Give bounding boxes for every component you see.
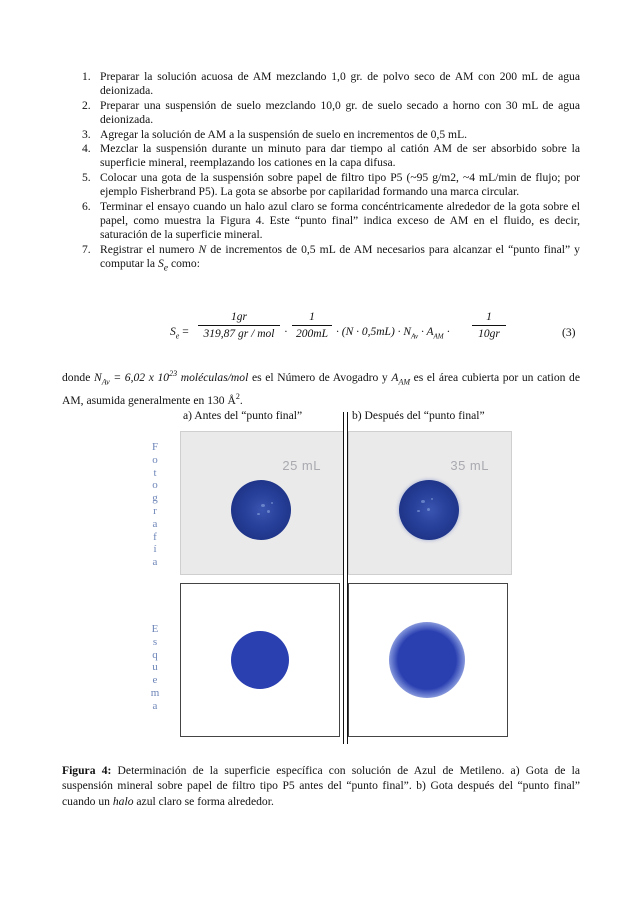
step-number: 4. — [82, 142, 91, 156]
equation-lhs: $S_e$ = — [170, 326, 189, 341]
photo-before-endpoint — [180, 431, 344, 575]
figure-caption: Figura 4: Determinación de la superficie específica con solución de Azul de Metileno. a) Gota de la suspensión mineral sobre papel de filtro tipo P5 antes del “punto final”. b) Gota después del “punto final” cuando un halo azul claro se forma alrededor. — [62, 764, 580, 808]
step-1 — [70, 70, 580, 99]
fraction-volume: 1 200mL — [292, 311, 332, 340]
step-number: 3. — [82, 127, 91, 141]
equation-middle: · $(N \cdot 0,5mL) \cdot N_{Av} \cdot A_{AM}$ · — [336, 326, 451, 341]
step-number: 2. — [82, 98, 91, 112]
step-text: Terminar el ensayo cuando un halo azul claro se forma concéntricamente alrededor de la gota sobre el papel, como muestra la Figura 4. Este “punto final” indica exceso de AM en el fluido, es decir, saturación de la superficie mineral. — [100, 199, 580, 242]
step-3 — [70, 128, 580, 142]
step-6 — [70, 200, 580, 243]
variable-s: S — [157, 257, 164, 271]
halo-term: halo — [112, 794, 134, 808]
schema-after-endpoint — [348, 583, 508, 737]
dye-drop-photo — [399, 480, 459, 540]
panel-b-caption: b) Después del “punto final” — [352, 409, 485, 422]
operator: · — [284, 326, 288, 338]
panel-a-caption: a) Antes del “punto final” — [183, 409, 303, 422]
volume-label: 25 mL — [282, 458, 321, 473]
fraction-mass-molar: 1gr 319,87 gr / mol — [198, 311, 280, 340]
volume-label: 35 mL — [450, 458, 489, 473]
step-number: 1. — [82, 70, 91, 83]
step-text: Colocar una gota de la suspensión sobre papel de filtro tipo P5 (~95 g/m2, ~4 mL/min de flujo; por ejemplo Fisherbrand P5). La gota se absorbe por capilaridad formando una marca circular. — [100, 170, 580, 199]
variable-n: N — [198, 242, 207, 256]
step-number: 5. — [82, 170, 91, 184]
step-text: Preparar la solución acuosa de AM mezclando 1,0 gr. de polvo seco de AM con 200 mL de agua deionizada. — [100, 70, 580, 98]
step-text: como: — [168, 257, 200, 271]
step-text: Agregar la solución de AM a la suspensión de suelo en incrementos de 0,5 mL. — [100, 127, 468, 141]
step-number: 6. — [82, 199, 91, 213]
step-5 — [70, 171, 580, 200]
step-text: Registrar el numero — [100, 242, 199, 256]
schema-before-endpoint — [180, 583, 340, 737]
dye-drop-schema — [231, 631, 289, 689]
step-7 — [70, 243, 580, 276]
figure-label: Figura 4: — [62, 764, 112, 777]
step-4 — [70, 142, 580, 171]
definition-paragraph: donde $N_{Av} = 6,02$ x $10^{23}$ moléculas/mol es el Número de Avogadro y $A_{AM}$ es el área cubierta por un cation de AM, asumida generalmente en 130 $Å^2$. — [62, 369, 580, 407]
equation-3 — [170, 311, 580, 357]
step-text: Mezclar la suspensión durante un minuto para dar tiempo al catión AM de ser absorbido sobre la superficie mineral, reemplazando los cationes en la capa difusa. — [100, 142, 580, 170]
dye-drop-with-halo — [389, 622, 465, 698]
row-label-schema: E s q u e m a — [150, 623, 160, 712]
equation-number: (3) — [562, 326, 576, 339]
photo-after-endpoint — [348, 431, 512, 575]
variable-subscript: e — [163, 262, 169, 274]
step-text: de incrementos de 0,5 mL de AM necesarios para alcanzar el “punto final” y computar la — [100, 242, 580, 271]
procedure-steps — [70, 70, 580, 276]
row-label-photo: F o t o g r a f í a — [151, 441, 159, 569]
step-2 — [70, 99, 580, 128]
dye-drop-photo — [231, 480, 291, 540]
step-number: 7. — [82, 242, 91, 256]
step-text: Preparar una suspensión de suelo mezclando 10,0 gr. de suelo secado a horno con 30 mL de agua deionizada. — [100, 98, 580, 127]
fraction-soil-mass: 1 10gr — [472, 311, 506, 340]
